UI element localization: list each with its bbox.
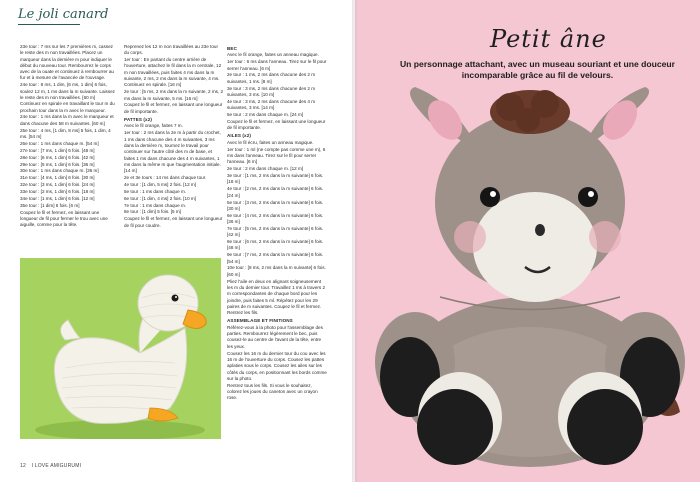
paragraph: 30e tour : 1 ms dans chaque m. [36 m] (20, 168, 99, 174)
paragraph: Coupez le fil et fermez, en laissant une longueur de fil importante. (227, 118, 326, 131)
section-heading-assemblage: ASSEMBLAGE ET FINITIONS (227, 317, 293, 323)
paragraph: 28e tour : [6 ms, 1 dim] 6 fois. [42 m] (20, 154, 95, 160)
paragraph: 5e tour : 1 ms dans chaque m. (124, 188, 187, 194)
text-column-3 (227, 44, 327, 402)
paragraph: 2e tour : 2 ms dans chaque m. [12 m] (227, 166, 304, 172)
text-column-1 (20, 44, 116, 229)
duck-illustration (20, 258, 221, 439)
paragraph: 4e tour : 3 ms, 2 ms dans chacune des 4 m suivantes, 3 ms. [14 m] (227, 98, 316, 111)
text-column-2 (124, 44, 224, 230)
duck-photo (20, 258, 221, 439)
paragraph: Avec le fil orange, faites un anneau magique. (227, 52, 319, 58)
paragraph: 6e tour : [4 ms, 2 ms dans la m suivante] 6 fois. [36 m] (227, 212, 324, 225)
running-head: Le joli canard (18, 7, 109, 22)
paragraph: 3e tour : [1 ms, 2 ms dans la m suivante] 6 fois. [18 m] (227, 173, 324, 185)
paragraph: Coupez le fil et fermez, en laissant une longueur de fil pour fermer le trou avec une aiguille, comme pour la tête. (20, 209, 108, 228)
paragraph: 8e tour : [6 ms, 2 ms dans la m suivante] 6 fois. [48 m] (227, 239, 324, 251)
paragraph: 4e tour : [1 dim, 5 ms] 2 fois. [12 m] (124, 181, 196, 187)
paragraph: Cousez les 16 m du dernier tour du cou avec les 16 m de l'ouverture du corps. Cousez les pattes aplaties sous le corps. Cousez les ailes sur les côtés du corps, en positionnant les bords comme sur la photo. (227, 350, 327, 381)
paragraph: 32e tour : [3 ms, 1 dim] 6 fois. [24 m] (20, 182, 95, 188)
section-heading-ailes: AILES (x2) (227, 133, 251, 139)
paragraph: 7e tour : 1 ms dans chaque m. (124, 202, 187, 208)
section-heading-pattes: PATTES (x2) (124, 116, 152, 122)
page-number: 12 (20, 463, 26, 469)
paragraph: Coupez le fil et fermez, en laissant une longueur de fil pour coudre. (124, 216, 223, 228)
paragraph: 25e tour : 4 ms, [1 dim, 8 ms] 5 fois, 1 dim, 4 ms. [54 m] (20, 127, 111, 139)
paragraph: 31e tour : [4 ms, 1 dim] 6 fois. [30 m] (20, 175, 95, 181)
paragraph: 8e tour : [1 dim] 5 fois. [5 m] (124, 209, 181, 215)
folio (20, 463, 85, 469)
paragraph: 5e tour : 2 ms dans chaque m. [24 m] (227, 112, 304, 118)
header-rule (18, 24, 80, 25)
paragraph: 3e tour : 3 ms, 2 ms dans chacune des 2 m suivantes, 3 ms. [10 m] (227, 85, 316, 97)
paragraph: 33e tour : [2 ms, 1 dim] 6 fois. [18 m] (20, 189, 95, 195)
paragraph: 5e tour : [3 ms, 2 ms dans la m suivante] 6 fois. [30 m] (227, 199, 324, 211)
section-heading-bec: BEC (227, 45, 237, 51)
paragraph: 24e tour : 8 ms, 1 dim, [6 ms, 1 dim] 6 fois, soulez 12 m, 1 ms dans la m suivante. Laissez le reste des m non travaillées. [60 m] Continuez en spirale en travaillant le tour m du prochain tour dans la m avec le marqueur. (20, 82, 115, 113)
paragraph: 35e tour : [1 dim] 6 fois. [6 m] (20, 202, 80, 208)
paragraph: 4e tour : [2 ms, 2 ms dans la m suivante] 6 fois. [24 m] (227, 186, 324, 198)
paragraph: 1er tour : 6 ms dans l'anneau. Tirez sur le fil pour serrer l'anneau. [6 m] (227, 59, 327, 71)
paragraph: Avec le fil orange, faites 7 m. (124, 123, 183, 129)
paragraph: 1er tour : 2 ms dans la 2e m à partir du crochet, 1 ms dans chacune des 4 m suivantes, 3 ms dans la dernière m, tournez le travail pour continuer sur l'autre côté des m de base, et faites 1 ms dans chacune des 4 m suivantes, 1 ms dans la même m que l'augmentation initiale. [14 m] (124, 130, 221, 174)
paragraph: 23e tour : 7 ms sur les 7 premières m, cassez le reste des m non travaillées. Placez un marqueur dans la dernière m pour indiquer le début du nouveau tour. Rembourrez le corps avec de la ouate et continuez à rembourrer au fur et à mesure de l'avancée de l'ouvrage. (20, 44, 114, 81)
paragraph: Pliez l'aile en deux en alignant soigneusement les m du dernier tour. Travaillez 1 ms à travers 2 m correspondantes de chaque bord pour les joindre, puis faites 5 ml. Répétez pour les 29 paires de m suivantes. Coupez le fil et fermez. Rentrez les fils. (227, 278, 326, 316)
magazine-name: I LOVE AMIGURUMI (31, 463, 82, 469)
paragraph: 34e tour : [1 ms, 1 dim] 6 fois. [12 m] (20, 195, 95, 201)
paragraph: Référez-vous à la photo pour l'assemblage des parties. Rembourrez légèrement le bec, puis cousez-le au centre de l'avant de la tête, entre les yeux. (227, 324, 323, 349)
donkey-illustration (360, 82, 700, 472)
paragraph: 27e tour : [7 ms, 1 dim] 6 fois. [48 m] (20, 147, 95, 153)
paragraph: 2e tour : [5 ms, 2 ms dans la m suivante, 2 ms, 2 ms dans la m suivante, 5 ms. [16 m] (124, 89, 224, 101)
paragraph: 1er tour : En partant du centre arrière de l'ouverture, attachez le fil dans la m centrale, 12 m non travaillées, puis faites 4 ms dans la m suivante, 2 ms, 2 ms dans la m suivante, 4 ms. Continuez en spirale. [16 m] (124, 57, 222, 88)
paragraph: 2e tour : 1 ms, 2 ms dans chacune des 2 m suivantes, 1 ms. [8 m] (227, 72, 316, 84)
paragraph: 26e tour : 1 ms dans chaque m. [54 m] (20, 140, 99, 146)
paragraph: 24e tour : 1 ms dans la m avec le marqueur et dans chacune des 58 m suivantes. [60 m] (20, 114, 114, 126)
paragraph: Avec le fil écru, faites un anneau magique. (227, 139, 314, 145)
paragraph: 6e tour : [1 dim, 4 ms] 2 fois. [10 m] (124, 195, 196, 201)
paragraph: 2e et 3e tours : 14 ms dans chaque tour. (124, 175, 207, 180)
paragraph: 29e tour : [5 ms, 1 dim] 6 fois. [36 m] (20, 161, 95, 167)
paragraph: 1er tour : 1 ml (ne compte pas comme une m), 6 ms dans l'anneau. Tirez sur le fil pour serrer l'anneau. [6 m] (227, 146, 326, 165)
paragraph: Coupez le fil et fermez, en laissant une longueur de fil importante. (124, 102, 223, 114)
page-title: Petit âne (490, 25, 607, 53)
paragraph: 7e tour : [5 ms, 2 ms dans la m suivante] 6 fois. [42 m] (227, 225, 324, 238)
paragraph: 9e tour : [7 ms, 2 ms dans la m suivante] 6 fois. [54 m] (227, 252, 324, 264)
page-subtitle: Un personnage attachant, avec un museau souriant et une douceur incomparable grâce au fil de velours. (399, 59, 676, 80)
donkey-photo (360, 82, 700, 472)
gutter-shadow (352, 0, 358, 482)
paragraph: 10e tour : [8 ms, 2 ms dans la m suivante] 6 fois. [60 m] (227, 265, 326, 277)
paragraph: Reprenez les 12 m non travaillées au 23e tour du corps. (124, 44, 218, 56)
paragraph: Rentrez tous les fils. Si vous le souhaitez, colorez les joues du caneton avec un crayon rose. (227, 382, 318, 401)
